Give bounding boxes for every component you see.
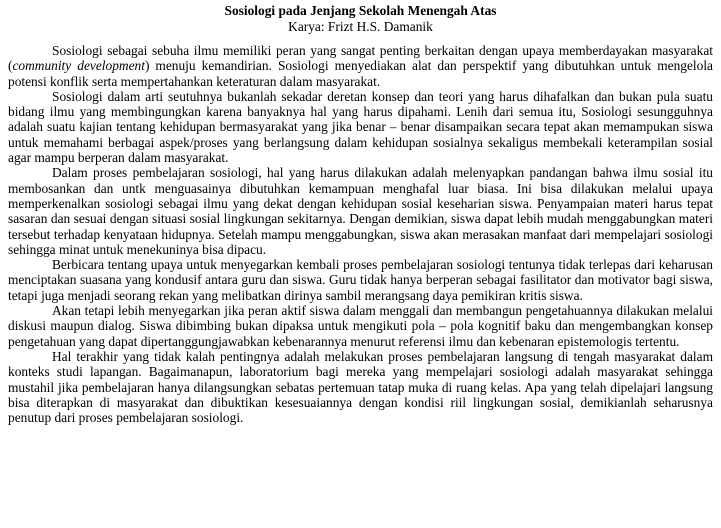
paragraph-3: Dalam proses pembelajaran sosiologi, hal yang harus dilakukan adalah melenyapkan pandangan bahwa ilmu sosial itu membosankan dan untk menguasainya dibutuhkan kemampuan menghafal luar biasa. Ini bisa dilakukan melalui upaya memperkenalkan sosiologi sebagai ilmu yang dekat dengan kehidupan sosial keseharian siswa. Penyampaian materi harus tepat sasaran dan sesuai dengan situasi sosial lingkungan sekitarnya. Dengan demikian, siswa dapat lebih mudah menggabungkan materi tersebut terhadap kenyataan hidupnya. Setelah mampu menggabungkan, siswa akan merasakan manfaat dari mempelajari sosiologi sehingga minat untuk menekuninya bisa dipacu.	[8, 165, 713, 257]
document-body	[8, 43, 713, 425]
paragraph-1-text-before: Sosiologi sebagai sebuha ilmu memiliki peran yang sangat penting berkaitan dengan upaya memberdayakan masyarakat (	[8, 43, 713, 74]
paragraph-2: Sosiologi dalam arti seutuhnya bukanlah sekadar deretan konsep dan teori yang harus dihafalkan dan bukan pula suatu bidang ilmu yang membingungkan karena banyaknya hal yang harus dipahami. Lenih dari semua itu, Sosiologi sesungguhnya adalah suatu kajian tentang kehidupan bermasyarakat yang jika benar – benar disampaikan secara tepat akan memampukan siswa untuk memahami berbagai aspek/proses yang berlangsung dalam kehidupan sosialnya sekaligus membekali keterampilan sosial agar mampu berperan dalam masyarakat.	[8, 88, 713, 166]
paragraph-5: Akan tetapi lebih menyegarkan jika peran aktif siswa dalam menggali dan membangun pengetahuannya dilakukan melalui diskusi maupun dialog. Siswa dibimbing bukan dipaksa untuk mengikuti pola – pola kognitif baku dan mengembangkan konsep pengetahuan yang dapat dipertanggungjawabkan kebenarannya menurut referensi ilmu dan kebenaran epistemologis tertentu.	[8, 303, 713, 349]
document-title: Sosiologi pada Jenjang Sekolah Menengah Atas	[224, 3, 497, 18]
paragraph-4: Berbicara tentang upaya untuk menyegarkan kembali proses pembelajaran sosiologi tentunya tidak terlepas dari keharusan menciptakan suasana yang kondusif antara guru dan siswa. Guru tidak hanya berperan sebagai fasilitator dan motivator bagi siswa, tetapi juga menjadi seorang rekan yang melibatkan dirinya sambil merangsang daya pemikiran kritis siswa.	[8, 257, 713, 303]
paragraph-6: Hal terakhir yang tidak kalah pentingnya adalah melakukan proses pembelajaran langsung di tengah masyarakat dalam konteks studi lapangan. Bagaimanapun, laboratorium bagi mereka yang mempelajari sosiologi adalah masyarakat sehingga mustahil jika pembelajaran hanya dilangsungkan sebatas pertemuan tatap muka di ruang kelas. Apa yang telah dipelajari langsung bisa diterapkan di masyarakat dan dibuktikan kesesuaiannya dengan kondisi riil lingkungan sosial, demikianlah seharusnya penutup dari proses pembelajaran sosiologi.	[8, 348, 713, 426]
paragraph-1	[8, 43, 713, 89]
paragraph-1-italic-term: community development	[12, 58, 145, 74]
document-author: Karya: Frizt H.S. Damanik	[288, 19, 433, 34]
paragraph-1-text-after: ) menuju kemandirian. Sosiologi menyediakan alat dan perspektif yang dibutuhkan untuk mengelola potensi konflik serta mempertahankan keteraturan dalam masyarakat.	[8, 58, 713, 89]
